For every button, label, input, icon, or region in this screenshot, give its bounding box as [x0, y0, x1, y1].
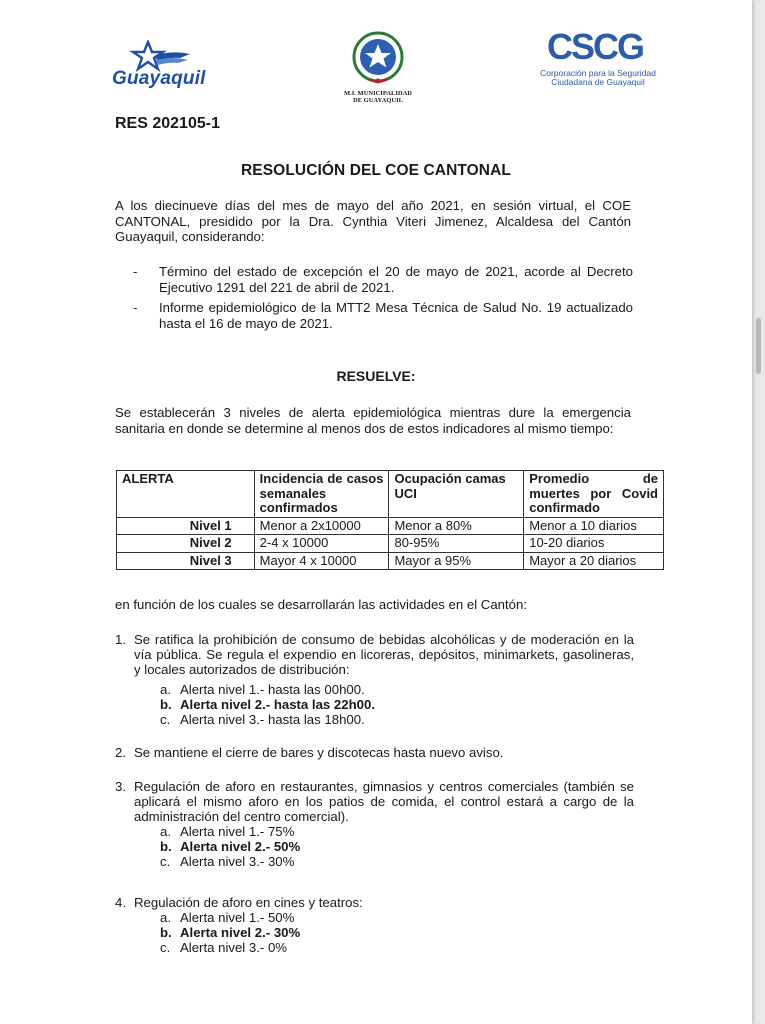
- header-promedio: Promedio de muertes por Covid confirmado: [524, 471, 664, 518]
- cell-incidence: 2-4 x 10000: [254, 535, 389, 553]
- document-title: RESOLUCIÓN DEL COE CANTONAL: [241, 162, 511, 179]
- cell-icu: 80-95%: [389, 535, 524, 553]
- cscg-caption-line-2: Ciudadana de Guayaquil: [551, 77, 645, 87]
- bullet-text: Informe epidemiológico de la MTT2 Mesa Técnica de Salud No. 19 actualizado hasta el 16 de mayo de 2021.: [159, 300, 633, 331]
- sub-item: c. Alerta nivel 3.- 30%: [160, 854, 295, 869]
- list-item: [115, 632, 635, 742]
- table-row: [117, 517, 664, 535]
- list-item: [115, 779, 635, 879]
- sub-item: b. Alerta nivel 2.- 30%: [160, 925, 301, 940]
- cell-level: Nivel 3: [117, 552, 255, 570]
- list-item: [115, 745, 635, 763]
- bullet-dash: -: [133, 264, 138, 279]
- item-number: 3.: [115, 779, 126, 794]
- sub-item: a. Alerta nivel 1.- 75%: [160, 824, 295, 839]
- resuelve-heading: RESUELVE:: [336, 368, 416, 384]
- header-alerta: ALERTA: [117, 471, 255, 518]
- considering-bullet-1: [133, 264, 633, 296]
- item-text: Se mantiene el cierre de bares y discotecas hasta nuevo aviso.: [134, 745, 504, 760]
- municipal-seal-logo: [333, 30, 423, 110]
- cell-level: Nivel 2: [117, 535, 255, 553]
- header-incidencia: Incidencia de casos semanales confirmados: [254, 471, 389, 518]
- sub-item: a. Alerta nivel 1.- 50%: [160, 910, 295, 925]
- intro-paragraph: A los diecinueve días del mes de mayo del año 2021, en sesión virtual, el COE CANTONAL, presidido por la Dra. Cynthia Viteri Jimenez, Alcaldesa del Cantón Guayaquil, considerando:: [115, 198, 631, 244]
- bullet-dash: -: [133, 300, 138, 315]
- table-row: [117, 535, 664, 553]
- item-number: 1.: [115, 632, 126, 647]
- table-header-row: [117, 471, 664, 518]
- sub-item: c. Alerta nivel 3.- 0%: [160, 940, 288, 955]
- item-text: Regulación de aforo en cines y teatros:: [134, 895, 363, 910]
- cell-icu: Mayor a 95%: [389, 552, 524, 570]
- seal-caption-line-1: M.I. MUNICIPALIDAD: [344, 90, 412, 97]
- item-number: 2.: [115, 745, 126, 760]
- sub-list: [160, 910, 300, 955]
- sub-item: b. Alerta nivel 2.- hasta las 22h00.: [160, 697, 375, 712]
- table-row: [117, 552, 664, 570]
- sub-list: [160, 824, 300, 869]
- sub-item: c. Alerta nivel 3.- hasta las 18h00.: [160, 712, 365, 727]
- bullet-text: Término del estado de excepción el 20 de mayo de 2021, acorde al Decreto Ejecutivo 1291 del 221 de abril de 2021.: [159, 264, 633, 295]
- cscg-logo: [533, 26, 663, 96]
- seal-caption-line-2: DE GUAYAQUIL: [353, 97, 403, 104]
- cell-deaths: Menor a 10 diarios: [524, 517, 664, 535]
- guayaquil-logo-text: Guayaquil: [112, 68, 206, 89]
- sub-list: [160, 682, 375, 727]
- resolution-id: RES 202105-1: [115, 115, 220, 132]
- sub-item: b. Alerta nivel 2.- 50%: [160, 839, 301, 854]
- cell-icu: Menor a 80%: [389, 517, 524, 535]
- item-text: Regulación de aforo en restaurantes, gimnasios y centros comerciales (también se aplicará el mismo aforo en los patios de comida, el control estará a cargo de la administración del centro comercial).: [134, 779, 634, 824]
- header-ocupacion: Ocupación camas UCI: [389, 471, 524, 518]
- cell-incidence: Menor a 2x10000: [254, 517, 389, 535]
- scrollbar-thumb[interactable]: [756, 318, 761, 374]
- after-table-paragraph: en función de los cuales se desarrollarán las actividades en el Cantón:: [115, 597, 527, 612]
- cell-level: Nivel 1: [117, 517, 255, 535]
- item-number: 4.: [115, 895, 126, 910]
- cell-incidence: Mayor 4 x 10000: [254, 552, 389, 570]
- cell-deaths: Mayor a 20 diarios: [524, 552, 664, 570]
- guayaquil-logo: [108, 40, 218, 95]
- considering-bullet-2: [133, 300, 633, 332]
- sub-item: a. Alerta nivel 1.- hasta las 00h00.: [160, 682, 365, 697]
- alert-levels-table: [116, 470, 664, 570]
- cscg-logo-text: CSCG: [547, 26, 644, 67]
- item-text: Se ratifica la prohibición de consumo de bebidas alcohólicas y de moderación en la vía pública. Se regula el expendio en licoreras, depósitos, minimarkets, gasolineras, y locales autorizados de distribución:: [134, 632, 634, 677]
- cell-deaths: 10-20 diarios: [524, 535, 664, 553]
- cscg-caption-line-1: Corporación para la Seguridad: [540, 68, 656, 78]
- levels-intro-paragraph: Se establecerán 3 niveles de alerta epidemiológica mientras dure la emergencia sanitaria en donde se determine al menos dos de estos indicadores al mismo tiempo:: [115, 405, 631, 436]
- seal-icon: [333, 30, 423, 88]
- list-item: [115, 895, 635, 965]
